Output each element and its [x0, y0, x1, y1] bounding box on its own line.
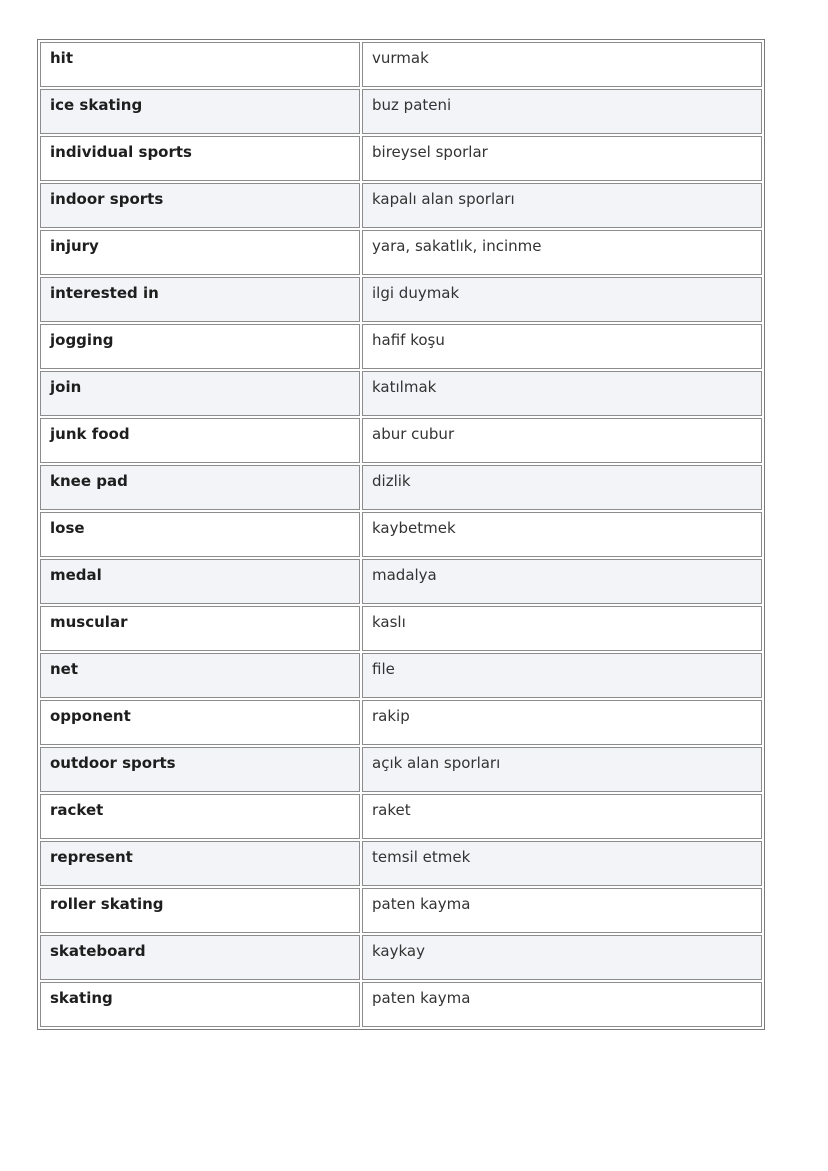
meaning-cell: file [362, 653, 762, 698]
table-row [40, 42, 762, 87]
meaning-cell: madalya [362, 559, 762, 604]
term-cell: skateboard [40, 935, 360, 980]
table-row [40, 747, 762, 792]
meaning-cell: buz pateni [362, 89, 762, 134]
term-cell: ice skating [40, 89, 360, 134]
table-row [40, 277, 762, 322]
term-cell: roller skating [40, 888, 360, 933]
meaning-cell: paten kayma [362, 982, 762, 1027]
term-cell: net [40, 653, 360, 698]
table-row [40, 230, 762, 275]
table-row [40, 888, 762, 933]
table-row [40, 841, 762, 886]
meaning-cell: yara, sakatlık, incinme [362, 230, 762, 275]
term-cell: medal [40, 559, 360, 604]
term-cell: jogging [40, 324, 360, 369]
term-cell: indoor sports [40, 183, 360, 228]
vocabulary-table [37, 39, 765, 1030]
meaning-cell: dizlik [362, 465, 762, 510]
meaning-cell: paten kayma [362, 888, 762, 933]
table-row [40, 606, 762, 651]
meaning-cell: ilgi duymak [362, 277, 762, 322]
meaning-cell: vurmak [362, 42, 762, 87]
term-cell: junk food [40, 418, 360, 463]
table-row [40, 559, 762, 604]
term-cell: knee pad [40, 465, 360, 510]
table-row [40, 371, 762, 416]
term-cell: interested in [40, 277, 360, 322]
term-cell: outdoor sports [40, 747, 360, 792]
term-cell: muscular [40, 606, 360, 651]
meaning-cell: kaykay [362, 935, 762, 980]
term-cell: individual sports [40, 136, 360, 181]
table-row [40, 465, 762, 510]
meaning-cell: rakip [362, 700, 762, 745]
term-cell: racket [40, 794, 360, 839]
meaning-cell: kaybetmek [362, 512, 762, 557]
term-cell: lose [40, 512, 360, 557]
term-cell: hit [40, 42, 360, 87]
table-row [40, 418, 762, 463]
term-cell: injury [40, 230, 360, 275]
table-row [40, 324, 762, 369]
table-row [40, 89, 762, 134]
meaning-cell: kaslı [362, 606, 762, 651]
meaning-cell: açık alan sporları [362, 747, 762, 792]
term-cell: represent [40, 841, 360, 886]
table-row [40, 183, 762, 228]
table-row [40, 512, 762, 557]
table-row [40, 794, 762, 839]
meaning-cell: kapalı alan sporları [362, 183, 762, 228]
table-row [40, 653, 762, 698]
meaning-cell: bireysel sporlar [362, 136, 762, 181]
term-cell: join [40, 371, 360, 416]
table-row [40, 982, 762, 1027]
meaning-cell: hafif koşu [362, 324, 762, 369]
term-cell: skating [40, 982, 360, 1027]
meaning-cell: raket [362, 794, 762, 839]
term-cell: opponent [40, 700, 360, 745]
meaning-cell: abur cubur [362, 418, 762, 463]
table-row [40, 935, 762, 980]
meaning-cell: temsil etmek [362, 841, 762, 886]
table-row [40, 700, 762, 745]
table-row [40, 136, 762, 181]
meaning-cell: katılmak [362, 371, 762, 416]
